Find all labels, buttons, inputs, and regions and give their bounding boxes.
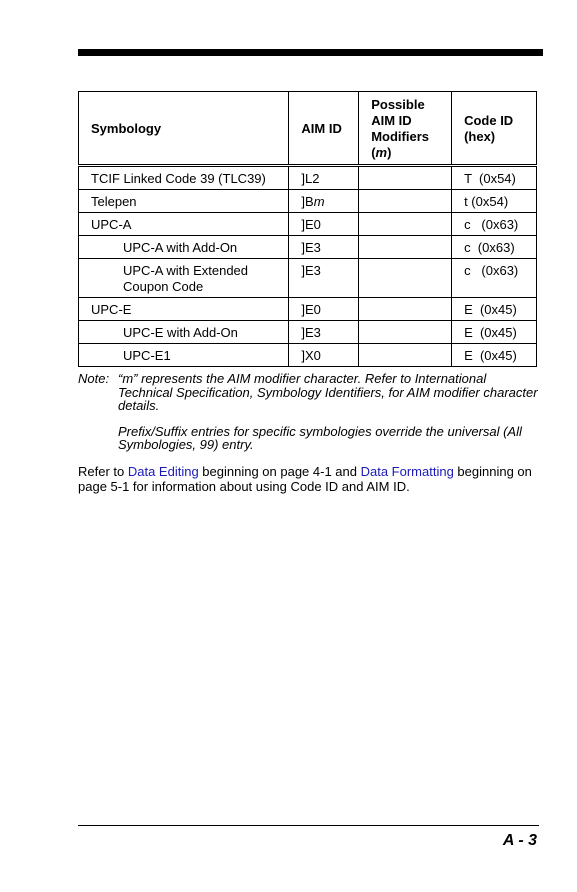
header-symbology: Symbology xyxy=(79,92,289,166)
table-row: Telepen ]Bm t (0x54) xyxy=(79,190,537,213)
bottom-rule xyxy=(78,825,539,826)
header-modifiers: Possible AIM ID Modifiers (m) xyxy=(359,92,452,166)
table-row: UPC-A with Extended Coupon Code ]E3 c (0x63) xyxy=(79,259,537,298)
table-row: TCIF Linked Code 39 (TLC39) ]L2 T (0x54) xyxy=(79,166,537,190)
modifier-m: m xyxy=(375,145,388,160)
data-editing-link[interactable]: Data Editing xyxy=(127,464,199,479)
top-rule xyxy=(78,49,543,56)
note-block xyxy=(78,372,538,464)
table-row: UPC-E1 ]X0 E (0x45) xyxy=(79,344,537,367)
header-aim-id: AIM ID xyxy=(289,92,359,166)
refer-paragraph: Refer to Data Editing beginning on page 4-1 and Data Formatting beginning on page 5-1 for information about using Code ID and AIM ID. xyxy=(78,464,532,494)
table-row: UPC-A with Add-On ]E3 c (0x63) xyxy=(79,236,537,259)
note-paragraph-1: “m” represents the AIM modifier character. Refer to International Technical Specification, Symbology Identifiers, for AIM modifier character details. xyxy=(118,371,538,413)
note-paragraph-2: Prefix/Suffix entries for specific symbologies override the universal (All Symbologies, 99) entry. xyxy=(118,423,522,452)
table-header-row xyxy=(79,92,537,166)
table-row: UPC-E ]E0 E (0x45) xyxy=(79,298,537,321)
page-number: A - 3 xyxy=(502,832,537,849)
table-row: UPC-A ]E0 c (0x63) xyxy=(79,213,537,236)
table-row: UPC-E with Add-On ]E3 E (0x45) xyxy=(79,321,537,344)
header-code-id: Code ID (hex) xyxy=(452,92,537,166)
symbology-table xyxy=(78,91,537,367)
note-label: Note: xyxy=(78,371,110,386)
data-formatting-link[interactable]: Data Formatting xyxy=(360,464,454,479)
